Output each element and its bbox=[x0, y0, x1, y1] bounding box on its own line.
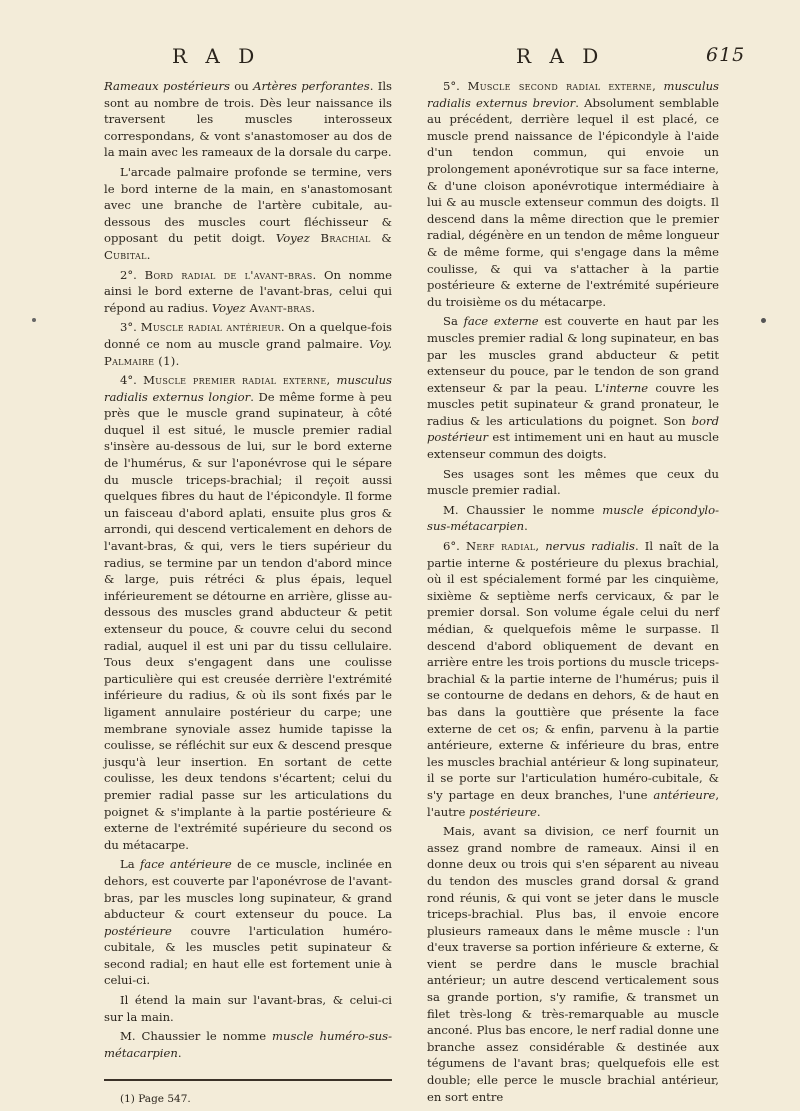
text-run: . Il naît de la partie interne & postérieure du plexus brachial, où il est spécialement formé par les cinquième, sixième & septième nerfs cervicaux, & par le premier dorsal. Son volume égale celui du nerf médian, & quelquefois même le surpasse. Il descend d'abord obliquement de devant en arrière entre les trois portions du muscle triceps-brachial & la partie interne de l'humérus; puis il se contourne de dedans en dehors, & de haut en bas dans la gouttière que présente la face externe de cet os; & enfin, parvenu à la partie antérieure, externe & inférieure du bras, entre les muscles brachial antérieur & long supinateur, il se porte sur l'articulation huméro-cubitale, & s'y partage en deux branches, l'une bbox=[427, 539, 719, 802]
footnote-rule bbox=[104, 1079, 392, 1081]
paragraph bbox=[104, 856, 392, 989]
text-run: est intimement uni en haut au muscle extenseur commun des doigts. bbox=[427, 430, 719, 462]
paragraph bbox=[427, 502, 719, 535]
paragraph bbox=[104, 319, 392, 369]
entry-heading: Muscle second radial externe bbox=[467, 79, 653, 93]
text-run: . On nomme ainsi le bord externe de l'avant-bras, celui qui répond au radius. bbox=[104, 267, 392, 315]
text-run: La bbox=[120, 857, 140, 872]
latin-name: musculus radialis externus brevior bbox=[427, 79, 720, 110]
italic-term: postérieure bbox=[104, 923, 172, 938]
text-run: . bbox=[524, 519, 528, 534]
entry-heading: Muscle premier radial externe bbox=[143, 373, 327, 388]
page-number: 615 bbox=[706, 44, 746, 66]
text-run: de ce muscle, inclinée en dehors, est couverte par l'aponévrose de l'avant-bras, par les muscles long supinateur, & grand abducteur & court extenseur du pouce. La bbox=[104, 857, 393, 922]
paragraph bbox=[104, 78, 392, 161]
paragraph: 5°. Muscle second radial externe, musculus radialis externus brevior. Absolument semblable au précédent, derrière lequel il est placé, ce muscle prend naissance de l'épicondyle à l'aide d'un tendon commun, qui envoie un prolongement aponévrotique sur sa face interne, & d'une cloison aponévrotique intermédiaire à lui & au muscle extenseur commun des doigts. Il descend dans la même direction que le premier radial, dégénère en un tendon de même longueur & de même forme, qui s'engage dans la même coulisse, & qui va s'attacher à la partie postérieure & externe de l'extrémité supérieure du troisième os du métacarpe. bbox=[427, 79, 720, 309]
text-run: . bbox=[536, 804, 541, 819]
italic-term: face antérieure bbox=[139, 857, 232, 872]
text-run: . On a quelque-fois donné ce nom au muscle grand palmaire. bbox=[104, 320, 392, 351]
text-run: M. Chaussier le nomme bbox=[443, 502, 603, 517]
latin-name: nervus radialis bbox=[545, 539, 635, 554]
cross-reference-target: Avant-bras. bbox=[245, 300, 316, 315]
italic-term: muscle épicondylo-sus-métacarpien bbox=[427, 502, 720, 534]
entry-number: 4°. bbox=[120, 373, 144, 388]
text-run: couvre l'articulation huméro-cubitale, & les muscles petit supinateur & second radial; en haut elle est fortement unie à celui-ci. bbox=[104, 923, 392, 988]
margin-mark-left bbox=[32, 318, 36, 322]
entry-heading: Nerf radial bbox=[465, 539, 536, 554]
italic-term: bord postérieur bbox=[427, 413, 719, 445]
italic-term: postérieure bbox=[469, 804, 537, 819]
entry-heading: Muscle radial antérieur bbox=[140, 320, 281, 335]
entry-number: 3°. bbox=[120, 320, 141, 335]
paragraph: 6°. Nerf radial, nervus radialis. Il naît de la partie interne & postérieure du plexus brachial, où il est spécialement formé par les cinquième, sixième & septième nerfs cervicaux, & par le premier dorsal. Son volume égale celui du nerf médian, & quelquefois même le surpasse. Il descend d'abord obliquement de devant en arrière entre les trois portions du muscle triceps-brachial & la partie interne de l'humérus; puis il se contourne de dedans en dehors, & de haut en bas dans la gouttière que présente la face externe de cet os; & enfin, parvenu à la partie antérieure, externe & inférieure du bras, entre les muscles brachial antérieur & long supinateur, il se porte sur l'articulation huméro-cubitale, & s'y partage en deux branches, l'une antérieure, l'autre postérieure. bbox=[427, 539, 719, 819]
italic-term: muscle huméro-sus-métacarpien bbox=[104, 1029, 393, 1060]
paragraph: 4°. Muscle premier radial externe, musculus radialis externus longior. De même forme à peu près que le muscle grand supinateur, à côté duquel il est situé, le muscle premier radial s'insère au-dessous de lui, sur le bord externe de l'humérus, & sur l'aponévrose qui le sépare du muscle triceps-brachial; il reçoit aussi quelques fibres du haut de l'épicondyle. Il forme un faisceau d'abord aplati, ensuite plus gros & arrondi, qui descend verticalement en dehors de l'avant-bras, & qui, vers le tiers supérieur du radius, se termine par un tendon d'abord mince & large, puis rétréci & plus épais, lequel inférieurement se détourne en arrière, glisse au-dessous des muscles grand abducteur & petit extenseur du pouce, & couvre celui du second radial, auquel il est uni par du tissu cellulaire. Tous deux s'engagent dans une coulisse particulière qui est creusée derrière l'extrémité inférieure du radius, & où ils sont fixés par le ligament annulaire postérieur du carpe; une membrane synoviale assez humide tapisse la coulisse, se réfléchit sur eux & descend presque jusqu'à leur insertion. En sortant de cette coulisse, les deux tendons s'écartent; celui du premier radial passe sur les articulations du poignet & s'implante à la partie postérieure & externe de l'extrémité supérieure du second os du métacarpe. bbox=[104, 373, 393, 852]
cross-reference: Voyez bbox=[211, 300, 246, 315]
paragraph: Il étend la main sur l'avant-bras, & celui-ci sur la main. bbox=[104, 993, 392, 1024]
text-run: . bbox=[177, 1045, 182, 1060]
text-run: . De même forme à peu près que le muscle grand supinateur, à côté duquel il est situé, le muscle premier radial s'insère au-dessous de lui, sur le bord externe de l'humérus, & sur l'aponévrose qui le sépare du muscle triceps-brachial; il reçoit aussi quelques fibres du haut de l'épicondyle. Il forme un faisceau d'abord aplati, ensuite plus gros & arrondi, qui descend verticalement en dehors de l'avant-bras, & qui, vers le tiers supérieur du radius, se termine par un tendon d'abord mince & large, puis rétréci & plus épais, lequel inférieurement se détourne en arrière, glisse au-dessous des muscles grand abducteur & petit extenseur du pouce, & couvre celui du second radial, auquel il est uni par du tissu cellulaire. Tous deux s'engagent dans une coulisse particulière qui est creusée derrière l'extrémité inférieure du radius, & où ils sont fixés par le ligament annulaire postérieur du carpe; une membrane synoviale assez humide tapisse la coulisse, se réfléchit sur eux & descend presque jusqu'à leur insertion. En sortant de cette coulisse, les deux tendons s'écartent; celui du premier radial passe sur les articulations du poignet & s'implante à la partie postérieure & externe de l'extrémité supérieure du second os du métacarpe. bbox=[104, 389, 392, 852]
cross-reference-target: Palmaire (1). bbox=[104, 353, 180, 368]
text-run: couvre les muscles petit supinateur & grand pronateur, le radius & les articulations du poignet. Son bbox=[427, 380, 719, 428]
italic-term: interne bbox=[605, 380, 649, 395]
italic-term: Artères perforantes bbox=[253, 79, 370, 93]
italic-term: face externe bbox=[463, 314, 539, 329]
italic-term: antérieure bbox=[653, 787, 716, 802]
cross-reference-target: Brachial & Cubital. bbox=[104, 231, 392, 262]
running-head-left: R A D bbox=[172, 44, 261, 68]
italic-term: Rameaux postérieurs bbox=[104, 79, 230, 93]
footnote: (1) Page 547. bbox=[120, 1093, 191, 1106]
paragraph: Ses usages sont les mêmes que ceux du muscle premier radial. bbox=[427, 466, 719, 498]
latin-name: musculus radialis externus longior bbox=[104, 373, 393, 404]
paragraph bbox=[104, 267, 392, 317]
right-column bbox=[427, 78, 719, 1108]
text-run: . Absolument semblable au précédent, derrière lequel il est placé, ce muscle prend naissance de l'épicondyle à l'aide d'un tendon commun, qui envoie un prolongement aponévrotique sur sa face interne, & d'une cloison aponévrotique intermédiaire à lui & au muscle extenseur commun des doigts. Il descend dans la même direction que le premier radial, dégénère en un tendon de même longueur & de même forme, qui s'engage dans la même coulisse, & qui va s'attacher à la partie postérieure & externe de l'extrémité supérieure du troisième os du métacarpe. bbox=[427, 95, 720, 309]
text-run: M. Chaussier le nomme bbox=[120, 1029, 273, 1044]
paragraph bbox=[104, 1028, 392, 1061]
text-run: Sa bbox=[443, 314, 464, 329]
text-run: ou bbox=[229, 79, 254, 93]
entry-number: 2°. bbox=[120, 267, 145, 282]
cross-reference: Voyez bbox=[275, 231, 310, 246]
paragraph bbox=[104, 164, 392, 264]
left-column bbox=[104, 78, 392, 1111]
text-run: L'arcade palmaire profonde se termine, vers le bord interne de la main, en s'anastomosant avec une branche de l'artère cubitale, au-dessous des muscles court fléchisseur & opposant du petit doigt. bbox=[104, 164, 392, 246]
margin-mark-right bbox=[761, 318, 766, 323]
text-run: . Ils sont au nombre de trois. Dès leur naissance ils traversent les muscles interosseux correspondans, & vont s'anastomoser au dos de la main avec les rameaux de la dorsale du carpe. bbox=[104, 79, 392, 160]
entry-number: 6°. bbox=[443, 539, 466, 554]
entry-heading: Bord radial de l'avant-bras bbox=[144, 267, 313, 282]
text-run: est couverte en haut par les muscles premier radial & long supinateur, en bas par les muscles grand abducteur & petit extenseur du pouce, par le tendon de son grand extenseur & par la peau. L' bbox=[427, 314, 719, 395]
paragraph: Mais, avant sa division, ce nerf fournit un assez grand nombre de rameaux. Ainsi il en donne deux ou trois qui s'en séparent au niveau du tendon des muscles grand dorsal & grand rond réunis, & qui vont se jeter dans le muscle triceps-brachial. Plus bas, il envoie encore plusieurs rameaux dans le même muscle : l'un d'eux traverse sa portion inférieure & externe, & vient se perdre dans le muscle brachial antérieur; un autre descend verticalement sous sa grande portion, s'y ramifie, & transmet un filet très-long & très-remarquable au muscle anconé. Plus bas encore, le nerf radial donne une branche assez considérable & destinée aux tégumens de l'avant bras; quelquefois elle est double; elle perce le muscle brachial antérieur, en sort entre bbox=[427, 824, 719, 1104]
paragraph bbox=[427, 313, 719, 462]
text-run: , l'autre bbox=[427, 787, 719, 819]
running-head-right: R A D bbox=[516, 44, 605, 68]
entry-number: 5°. bbox=[443, 79, 468, 93]
cross-reference: Voy. bbox=[369, 336, 392, 351]
